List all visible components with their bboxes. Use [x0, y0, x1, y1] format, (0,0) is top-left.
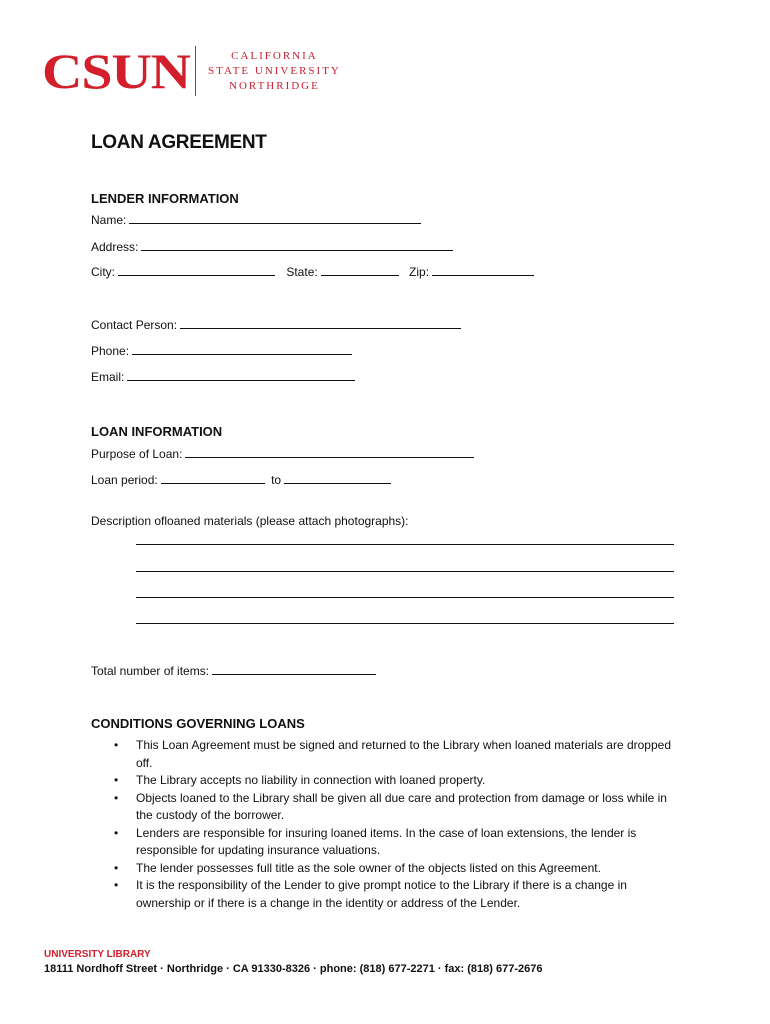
csun-logo — [42, 44, 362, 100]
description-line-3[interactable] — [136, 597, 674, 598]
conditions-heading: CONDITIONS GOVERNING LOANS — [91, 716, 305, 731]
zip-label: Zip: — [409, 265, 430, 279]
bullet-icon: • — [114, 790, 119, 805]
city-row — [91, 264, 534, 279]
csun-wordmark: CSUN — [42, 43, 190, 99]
description-line-2[interactable] — [136, 571, 674, 572]
conditions-list — [91, 737, 671, 912]
logo-line-1: CALIFORNIA — [231, 50, 318, 62]
period-end-field[interactable] — [284, 472, 391, 484]
condition-item: • This Loan Agreement must be signed and returned to the Library when loaned materials are dropped off. — [114, 738, 671, 770]
address-field[interactable] — [141, 239, 453, 251]
total-label: Total number of items — [91, 664, 206, 678]
state-label: State: — [286, 265, 318, 279]
phone-row — [91, 343, 352, 358]
condition-item: • The lender possesses full title as the sole owner of the objects listed on this Agreement. — [91, 860, 671, 878]
total-colon: : — [205, 664, 210, 678]
period-row — [91, 472, 391, 487]
address-label: Address: — [91, 240, 139, 254]
purpose-field[interactable] — [185, 446, 474, 458]
zip-field[interactable] — [432, 264, 534, 276]
logo-divider — [195, 46, 196, 96]
condition-item: • The Library accepts no liability in connection with loaned property. — [91, 772, 671, 790]
description-line-1[interactable] — [136, 544, 674, 545]
contact-field[interactable] — [180, 317, 461, 329]
city-label: City: — [91, 265, 115, 279]
bullet-icon: • — [114, 773, 119, 787]
page-title: LOAN AGREEMENT — [91, 132, 267, 153]
footer-library: UNIVERSITY LIBRARY — [44, 949, 151, 960]
university-name — [208, 49, 341, 94]
bullet-icon: • — [114, 860, 119, 875]
condition-item: • Objects loaned to the Library shall be given all due care and protection from damage or loss while in the custody of the borrower. — [114, 790, 667, 822]
period-to-label: to — [271, 473, 282, 487]
city-field[interactable] — [118, 264, 275, 276]
period-label: Loan period: — [91, 473, 158, 487]
purpose-row — [91, 446, 474, 461]
name-row — [91, 212, 421, 227]
phone-field[interactable] — [132, 343, 352, 355]
total-field[interactable] — [212, 663, 376, 675]
bullet-icon: • — [114, 825, 119, 840]
name-label: Name: — [91, 213, 127, 227]
name-field[interactable] — [129, 212, 421, 224]
description-label: Description ofloaned materials (please attach photographs): — [91, 514, 409, 528]
condition-item: • Lenders are responsible for insuring loaned items. In the case of loan extensions, the lender is responsible for updating insurance valuations. — [114, 825, 637, 857]
logo-line-2: STATE UNIVERSITY — [208, 65, 341, 77]
purpose-label: Purpose of Loan: — [91, 447, 183, 461]
logo-line-3: NORTHRIDGE — [229, 80, 320, 92]
contact-label: Contact Person: — [91, 318, 178, 332]
bullet-icon: • — [114, 738, 119, 752]
total-row — [91, 663, 376, 678]
lender-heading: LENDER INFORMATION — [91, 191, 239, 206]
contact-row — [91, 317, 461, 332]
description-line-4[interactable] — [136, 623, 674, 624]
email-field[interactable] — [127, 369, 355, 381]
email-row — [91, 369, 355, 384]
phone-label: Phone: — [91, 344, 130, 358]
email-label: Email: — [91, 370, 125, 384]
condition-item: • It is the responsibility of the Lender to give prompt notice to the Library if there is a change in ownership or if there is a change in the identity or address of the Lender. — [114, 878, 627, 910]
loan-heading: LOAN INFORMATION — [91, 424, 223, 439]
period-start-field[interactable] — [161, 472, 265, 484]
address-row — [91, 239, 453, 254]
footer-address: 18111 Nordhoff Street · Northridge · CA 91330-8326 · phone: (818) 677-2271 · fax: (818) 677-2676 — [44, 963, 543, 975]
state-field[interactable] — [321, 264, 399, 276]
bullet-icon: • — [114, 878, 119, 892]
